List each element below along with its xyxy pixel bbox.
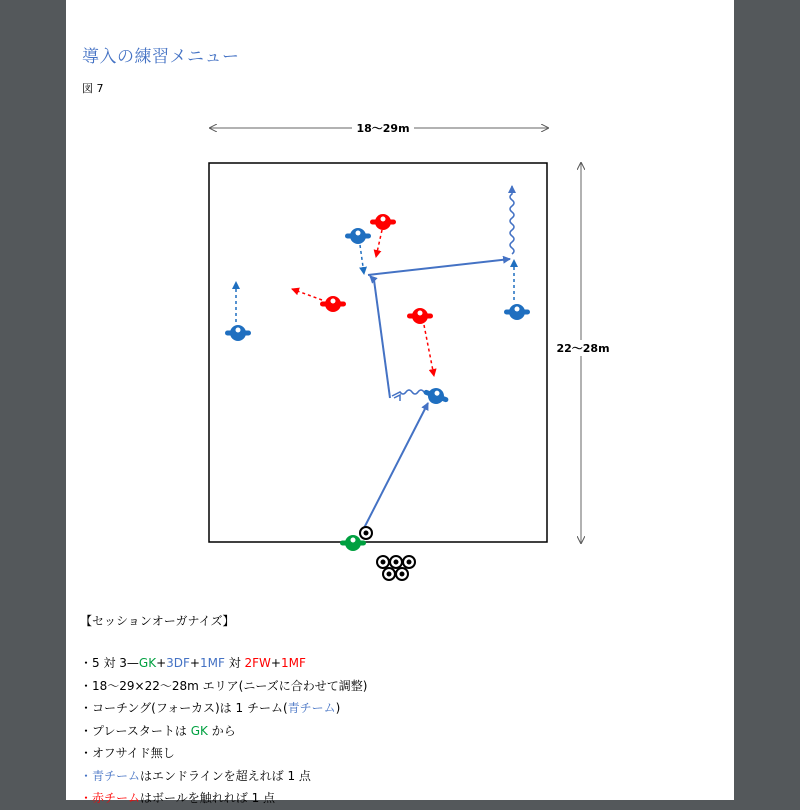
note-item: ・オフサイド無し (80, 746, 175, 760)
ball-icon (360, 527, 372, 539)
run-blue-top (360, 245, 364, 274)
player-blue-mf (421, 384, 451, 408)
note-item: ・コーチング(フォーカス)は 1 チーム(青チーム) (80, 701, 341, 715)
player-blue-right (504, 304, 530, 320)
player-blue-top (345, 228, 371, 244)
player-red-top (370, 214, 396, 230)
pass-to-right (368, 259, 510, 275)
pass-to-upper (374, 280, 390, 398)
player-blue-left (225, 325, 251, 341)
player-red-mid (407, 308, 433, 324)
note-item: ・プレースタートは GK から (80, 723, 236, 738)
organize-list (80, 652, 367, 810)
note-item: ・5 対 3—GK+3DF+1MF 対 2FW+1MF (80, 656, 306, 670)
run-red-left (292, 289, 322, 300)
page-title: 導入の練習メニュー (82, 47, 240, 67)
note-item: ・赤チームはボールを触れれば 1 点 (80, 791, 276, 805)
run-red-top (376, 230, 382, 257)
figure-label: 図 7 (82, 82, 104, 95)
width-label: 18〜29m (356, 122, 410, 135)
section-title: 【セッションオーガナイズ】 (80, 614, 235, 628)
pass-gk-to-mf (362, 403, 428, 532)
run-red-mid (424, 325, 434, 376)
height-label: 22〜28m (556, 342, 610, 355)
note-item: ・18〜29×22〜28m エリア(ニーズに合わせて調整) (80, 678, 368, 693)
width-dimension (210, 120, 548, 136)
height-dimension (556, 163, 610, 543)
dribble-right (510, 186, 514, 254)
ball-pile-icon (377, 556, 415, 580)
note-item: ・青チームはエンドラインを超えれば 1 点 (80, 768, 311, 783)
player-red-left (320, 296, 346, 312)
